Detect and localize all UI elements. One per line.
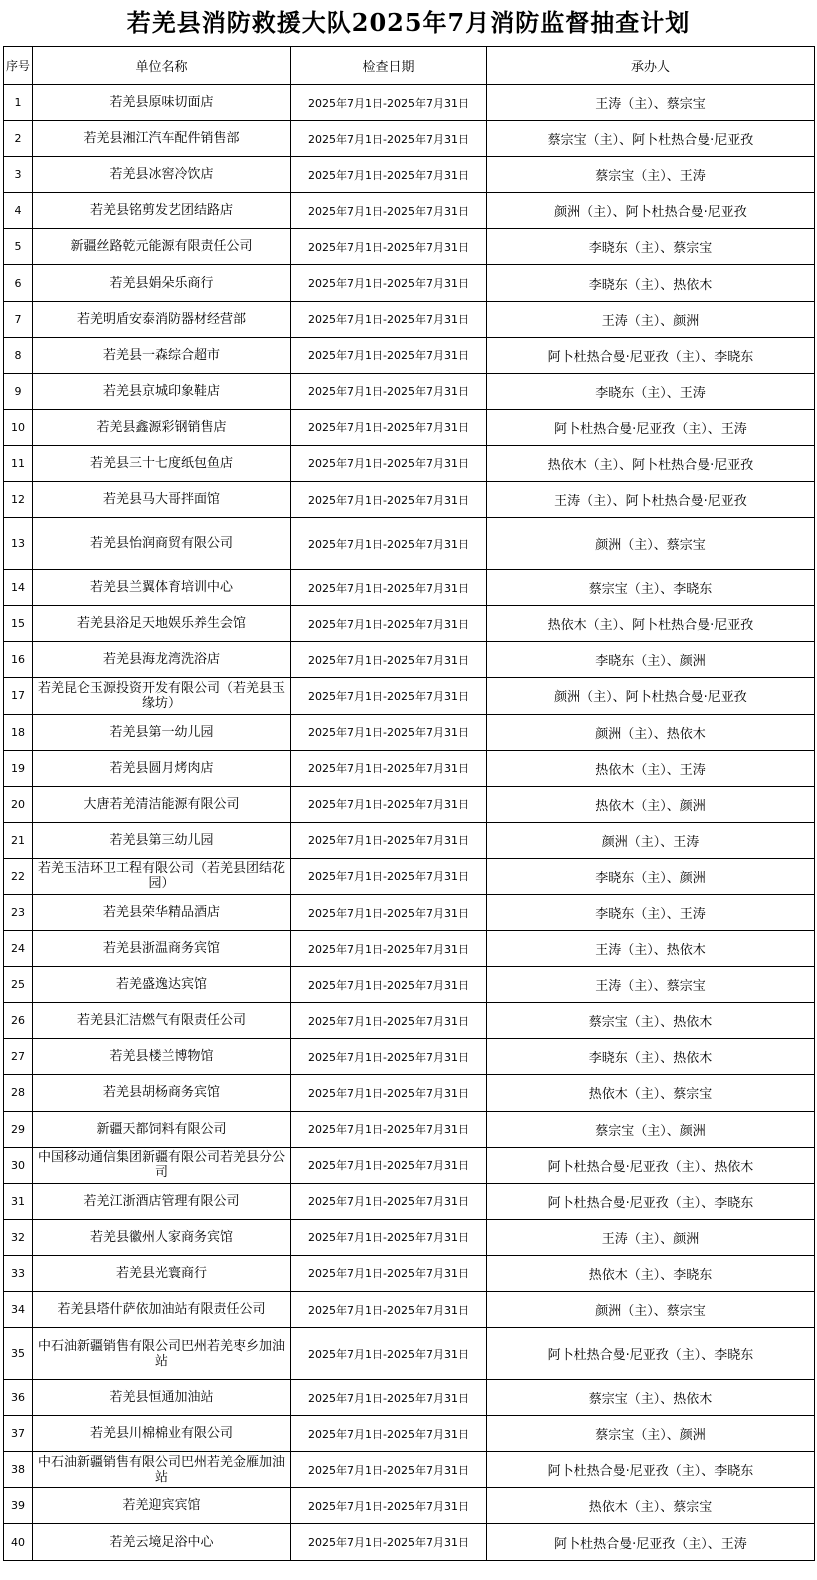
- cell-unit: 若羌县京城印象鞋店: [33, 373, 291, 409]
- table-row: [4, 445, 815, 481]
- cell-date: 2025年7月1日-2025年7月31日: [291, 193, 487, 229]
- cell-staff: 王涛（主）、颜洲: [487, 301, 815, 337]
- cell-staff: 颜洲（主）、阿卜杜热合曼·尼亚孜: [487, 193, 815, 229]
- page-title: 若羌县消防救援大队2025年7月消防监督抽查计划: [126, 8, 691, 37]
- cell-date: 2025年7月1日-2025年7月31日: [291, 678, 487, 714]
- cell-unit: 若羌县荣华精品酒店: [33, 894, 291, 930]
- cell-unit: 若羌县兰翼体育培训中心: [33, 570, 291, 606]
- cell-date: 2025年7月1日-2025年7月31日: [291, 858, 487, 894]
- table-row: [4, 1039, 815, 1075]
- cell-date: 2025年7月1日-2025年7月31日: [291, 1219, 487, 1255]
- cell-unit: 若羌县第一幼儿园: [33, 714, 291, 750]
- cell-staff: 热依木（主）、李晓东: [487, 1255, 815, 1291]
- cell-staff: 李晓东（主）、热依木: [487, 265, 815, 301]
- cell-unit: 若羌县圆月烤肉店: [33, 750, 291, 786]
- cell-unit: 若羌县徽州人家商务宾馆: [33, 1219, 291, 1255]
- cell-seq: 39: [4, 1488, 33, 1524]
- table-row: [4, 1488, 815, 1524]
- cell-unit: 若羌盛逸达宾馆: [33, 967, 291, 1003]
- cell-unit: 中石油新疆销售有限公司巴州若羌金雁加油站: [33, 1452, 291, 1488]
- table-row: [4, 786, 815, 822]
- cell-staff: 阿卜杜热合曼·尼亚孜（主）、李晓东: [487, 337, 815, 373]
- cell-staff: 热依木（主）、蔡宗宝: [487, 1075, 815, 1111]
- table-row: [4, 1416, 815, 1452]
- table-row: [4, 1524, 815, 1560]
- cell-seq: 12: [4, 482, 33, 518]
- table-row: [4, 1328, 815, 1380]
- cell-unit: 若羌县恒通加油站: [33, 1380, 291, 1416]
- cell-seq: 30: [4, 1147, 33, 1183]
- cell-staff: 阿卜杜热合曼·尼亚孜（主）、李晓东: [487, 1452, 815, 1488]
- table-row: [4, 967, 815, 1003]
- cell-staff: 阿卜杜热合曼·尼亚孜（主）、李晓东: [487, 1183, 815, 1219]
- cell-seq: 18: [4, 714, 33, 750]
- cell-staff: 王涛（主）、蔡宗宝: [487, 967, 815, 1003]
- table-row: [4, 570, 815, 606]
- table-row: [4, 1147, 815, 1183]
- cell-unit: 中国移动通信集团新疆有限公司若羌县分公司: [33, 1147, 291, 1183]
- cell-seq: 34: [4, 1292, 33, 1328]
- table-row: [4, 1255, 815, 1291]
- table-row: [4, 301, 815, 337]
- table-row: [4, 337, 815, 373]
- cell-staff: 李晓东（主）、蔡宗宝: [487, 229, 815, 265]
- header-date: 检查日期: [291, 47, 487, 85]
- cell-seq: 10: [4, 409, 33, 445]
- cell-seq: 15: [4, 606, 33, 642]
- cell-date: 2025年7月1日-2025年7月31日: [291, 229, 487, 265]
- cell-unit: 若羌县浙温商务宾馆: [33, 931, 291, 967]
- cell-unit: 若羌县娟朵乐商行: [33, 265, 291, 301]
- cell-unit: 若羌县湘江汽车配件销售部: [33, 121, 291, 157]
- cell-staff: 王涛（主）、阿卜杜热合曼·尼亚孜: [487, 482, 815, 518]
- table-row: [4, 409, 815, 445]
- cell-date: 2025年7月1日-2025年7月31日: [291, 121, 487, 157]
- cell-staff: 李晓东（主）、王涛: [487, 373, 815, 409]
- cell-seq: 31: [4, 1183, 33, 1219]
- cell-seq: 6: [4, 265, 33, 301]
- cell-seq: 14: [4, 570, 33, 606]
- cell-date: 2025年7月1日-2025年7月31日: [291, 714, 487, 750]
- cell-unit: 若羌县胡杨商务宾馆: [33, 1075, 291, 1111]
- table-row: [4, 714, 815, 750]
- cell-date: 2025年7月1日-2025年7月31日: [291, 1111, 487, 1147]
- cell-date: 2025年7月1日-2025年7月31日: [291, 1255, 487, 1291]
- cell-seq: 36: [4, 1380, 33, 1416]
- cell-date: 2025年7月1日-2025年7月31日: [291, 373, 487, 409]
- cell-staff: 热依木（主）、阿卜杜热合曼·尼亚孜: [487, 445, 815, 481]
- cell-date: 2025年7月1日-2025年7月31日: [291, 1183, 487, 1219]
- cell-date: 2025年7月1日-2025年7月31日: [291, 1075, 487, 1111]
- table-row: [4, 518, 815, 570]
- cell-unit: 若羌县鑫源彩钢销售店: [33, 409, 291, 445]
- table-row: [4, 193, 815, 229]
- cell-unit: 若羌县铭剪发艺团结路店: [33, 193, 291, 229]
- cell-staff: 热依木（主）、颜洲: [487, 786, 815, 822]
- cell-date: 2025年7月1日-2025年7月31日: [291, 1488, 487, 1524]
- cell-unit: 若羌昆仑玉源投资开发有限公司（若羌县玉缘坊）: [33, 678, 291, 714]
- cell-staff: 李晓东（主）、王涛: [487, 894, 815, 930]
- cell-staff: 李晓东（主）、颜洲: [487, 858, 815, 894]
- cell-date: 2025年7月1日-2025年7月31日: [291, 1147, 487, 1183]
- cell-date: 2025年7月1日-2025年7月31日: [291, 786, 487, 822]
- cell-seq: 27: [4, 1039, 33, 1075]
- cell-unit: 若羌云境足浴中心: [33, 1524, 291, 1560]
- cell-seq: 25: [4, 967, 33, 1003]
- cell-staff: 热依木（主）、王涛: [487, 750, 815, 786]
- cell-staff: 热依木（主）、蔡宗宝: [487, 1488, 815, 1524]
- cell-date: 2025年7月1日-2025年7月31日: [291, 750, 487, 786]
- cell-unit: 若羌明盾安泰消防器材经营部: [33, 301, 291, 337]
- cell-unit: 大唐若羌清洁能源有限公司: [33, 786, 291, 822]
- table-row: [4, 1003, 815, 1039]
- cell-staff: 颜洲（主）、王涛: [487, 822, 815, 858]
- table-row: [4, 931, 815, 967]
- cell-staff: 蔡宗宝（主）、王涛: [487, 157, 815, 193]
- cell-unit: 若羌县海龙湾洗浴店: [33, 642, 291, 678]
- cell-unit: 若羌玉洁环卫工程有限公司（若羌县团结花园）: [33, 858, 291, 894]
- cell-seq: 28: [4, 1075, 33, 1111]
- cell-date: 2025年7月1日-2025年7月31日: [291, 445, 487, 481]
- cell-seq: 7: [4, 301, 33, 337]
- cell-date: 2025年7月1日-2025年7月31日: [291, 1328, 487, 1380]
- table-row: [4, 1219, 815, 1255]
- cell-seq: 4: [4, 193, 33, 229]
- cell-date: 2025年7月1日-2025年7月31日: [291, 1039, 487, 1075]
- cell-unit: 新疆丝路乾元能源有限责任公司: [33, 229, 291, 265]
- cell-date: 2025年7月1日-2025年7月31日: [291, 894, 487, 930]
- cell-date: 2025年7月1日-2025年7月31日: [291, 482, 487, 518]
- cell-unit: 若羌县原味切面店: [33, 85, 291, 121]
- cell-staff: 蔡宗宝（主）、李晓东: [487, 570, 815, 606]
- cell-date: 2025年7月1日-2025年7月31日: [291, 1003, 487, 1039]
- cell-seq: 8: [4, 337, 33, 373]
- cell-unit: 若羌县第三幼儿园: [33, 822, 291, 858]
- table-row: [4, 1111, 815, 1147]
- cell-seq: 35: [4, 1328, 33, 1380]
- cell-date: 2025年7月1日-2025年7月31日: [291, 85, 487, 121]
- cell-seq: 2: [4, 121, 33, 157]
- cell-seq: 40: [4, 1524, 33, 1560]
- cell-staff: 颜洲（主）、阿卜杜热合曼·尼亚孜: [487, 678, 815, 714]
- cell-staff: 阿卜杜热合曼·尼亚孜（主）、李晓东: [487, 1328, 815, 1380]
- table-row: [4, 1183, 815, 1219]
- table-row: [4, 1380, 815, 1416]
- table-row: [4, 894, 815, 930]
- cell-date: 2025年7月1日-2025年7月31日: [291, 1524, 487, 1560]
- inspection-plan-table: [3, 46, 815, 1561]
- cell-staff: 王涛（主）、热依木: [487, 931, 815, 967]
- cell-date: 2025年7月1日-2025年7月31日: [291, 301, 487, 337]
- cell-seq: 19: [4, 750, 33, 786]
- cell-staff: 阿卜杜热合曼·尼亚孜（主）、热依木: [487, 1147, 815, 1183]
- cell-seq: 11: [4, 445, 33, 481]
- cell-unit: 若羌县光寰商行: [33, 1255, 291, 1291]
- table-row: [4, 157, 815, 193]
- cell-staff: 阿卜杜热合曼·尼亚孜（主）、王涛: [487, 1524, 815, 1560]
- table-row: [4, 121, 815, 157]
- cell-seq: 16: [4, 642, 33, 678]
- cell-unit: 若羌县怡润商贸有限公司: [33, 518, 291, 570]
- table-row: [4, 265, 815, 301]
- cell-staff: 王涛（主）、蔡宗宝: [487, 85, 815, 121]
- cell-unit: 若羌县三十七度纸包鱼店: [33, 445, 291, 481]
- cell-unit: 若羌县浴足天地娱乐养生会馆: [33, 606, 291, 642]
- cell-staff: 李晓东（主）、热依木: [487, 1039, 815, 1075]
- cell-staff: 蔡宗宝（主）、颜洲: [487, 1416, 815, 1452]
- cell-seq: 1: [4, 85, 33, 121]
- table-row: [4, 606, 815, 642]
- table-row: [4, 1292, 815, 1328]
- cell-seq: 33: [4, 1255, 33, 1291]
- cell-unit: 若羌县马大哥拌面馆: [33, 482, 291, 518]
- cell-seq: 37: [4, 1416, 33, 1452]
- cell-staff: 蔡宗宝（主）、热依木: [487, 1380, 815, 1416]
- header-row: [4, 47, 815, 85]
- cell-staff: 颜洲（主）、蔡宗宝: [487, 1292, 815, 1328]
- cell-unit: 若羌县冰窖冷饮店: [33, 157, 291, 193]
- cell-date: 2025年7月1日-2025年7月31日: [291, 1416, 487, 1452]
- cell-date: 2025年7月1日-2025年7月31日: [291, 570, 487, 606]
- cell-staff: 颜洲（主）、蔡宗宝: [487, 518, 815, 570]
- table-row: [4, 642, 815, 678]
- cell-staff: 颜洲（主）、热依木: [487, 714, 815, 750]
- cell-date: 2025年7月1日-2025年7月31日: [291, 518, 487, 570]
- table-row: [4, 482, 815, 518]
- cell-date: 2025年7月1日-2025年7月31日: [291, 1380, 487, 1416]
- cell-seq: 38: [4, 1452, 33, 1488]
- cell-seq: 3: [4, 157, 33, 193]
- cell-staff: 蔡宗宝（主）、颜洲: [487, 1111, 815, 1147]
- header-seq: 序号: [4, 47, 33, 85]
- cell-date: 2025年7月1日-2025年7月31日: [291, 409, 487, 445]
- cell-seq: 22: [4, 858, 33, 894]
- cell-seq: 32: [4, 1219, 33, 1255]
- table-row: [4, 229, 815, 265]
- cell-unit: 若羌江浙酒店管理有限公司: [33, 1183, 291, 1219]
- cell-date: 2025年7月1日-2025年7月31日: [291, 967, 487, 1003]
- table-row: [4, 678, 815, 714]
- cell-seq: 24: [4, 931, 33, 967]
- cell-unit: 新疆天都饲料有限公司: [33, 1111, 291, 1147]
- header-staff: 承办人: [487, 47, 815, 85]
- cell-seq: 17: [4, 678, 33, 714]
- cell-staff: 蔡宗宝（主）、阿卜杜热合曼·尼亚孜: [487, 121, 815, 157]
- cell-seq: 21: [4, 822, 33, 858]
- cell-seq: 13: [4, 518, 33, 570]
- cell-date: 2025年7月1日-2025年7月31日: [291, 642, 487, 678]
- table-row: [4, 85, 815, 121]
- cell-unit: 中石油新疆销售有限公司巴州若羌枣乡加油站: [33, 1328, 291, 1380]
- cell-staff: 李晓东（主）、颜洲: [487, 642, 815, 678]
- table-row: [4, 822, 815, 858]
- cell-seq: 9: [4, 373, 33, 409]
- cell-seq: 29: [4, 1111, 33, 1147]
- table-row: [4, 1075, 815, 1111]
- cell-date: 2025年7月1日-2025年7月31日: [291, 157, 487, 193]
- cell-date: 2025年7月1日-2025年7月31日: [291, 337, 487, 373]
- cell-date: 2025年7月1日-2025年7月31日: [291, 1452, 487, 1488]
- cell-unit: 若羌县塔什萨依加油站有限责任公司: [33, 1292, 291, 1328]
- cell-date: 2025年7月1日-2025年7月31日: [291, 822, 487, 858]
- cell-date: 2025年7月1日-2025年7月31日: [291, 931, 487, 967]
- cell-staff: 蔡宗宝（主）、热依木: [487, 1003, 815, 1039]
- cell-staff: 热依木（主）、阿卜杜热合曼·尼亚孜: [487, 606, 815, 642]
- cell-date: 2025年7月1日-2025年7月31日: [291, 1292, 487, 1328]
- cell-date: 2025年7月1日-2025年7月31日: [291, 265, 487, 301]
- cell-seq: 23: [4, 894, 33, 930]
- cell-seq: 5: [4, 229, 33, 265]
- cell-unit: 若羌县楼兰博物馆: [33, 1039, 291, 1075]
- cell-seq: 20: [4, 786, 33, 822]
- table-row: [4, 373, 815, 409]
- table-row: [4, 1452, 815, 1488]
- cell-unit: 若羌县川棉棉业有限公司: [33, 1416, 291, 1452]
- cell-unit: 若羌县一森综合超市: [33, 337, 291, 373]
- cell-unit: 若羌迎宾宾馆: [33, 1488, 291, 1524]
- cell-seq: 26: [4, 1003, 33, 1039]
- header-unit: 单位名称: [33, 47, 291, 85]
- table-row: [4, 858, 815, 894]
- cell-date: 2025年7月1日-2025年7月31日: [291, 606, 487, 642]
- cell-unit: 若羌县汇洁燃气有限责任公司: [33, 1003, 291, 1039]
- table-body: [4, 85, 815, 1561]
- cell-staff: 王涛（主）、颜洲: [487, 1219, 815, 1255]
- cell-staff: 阿卜杜热合曼·尼亚孜（主）、王涛: [487, 409, 815, 445]
- table-row: [4, 750, 815, 786]
